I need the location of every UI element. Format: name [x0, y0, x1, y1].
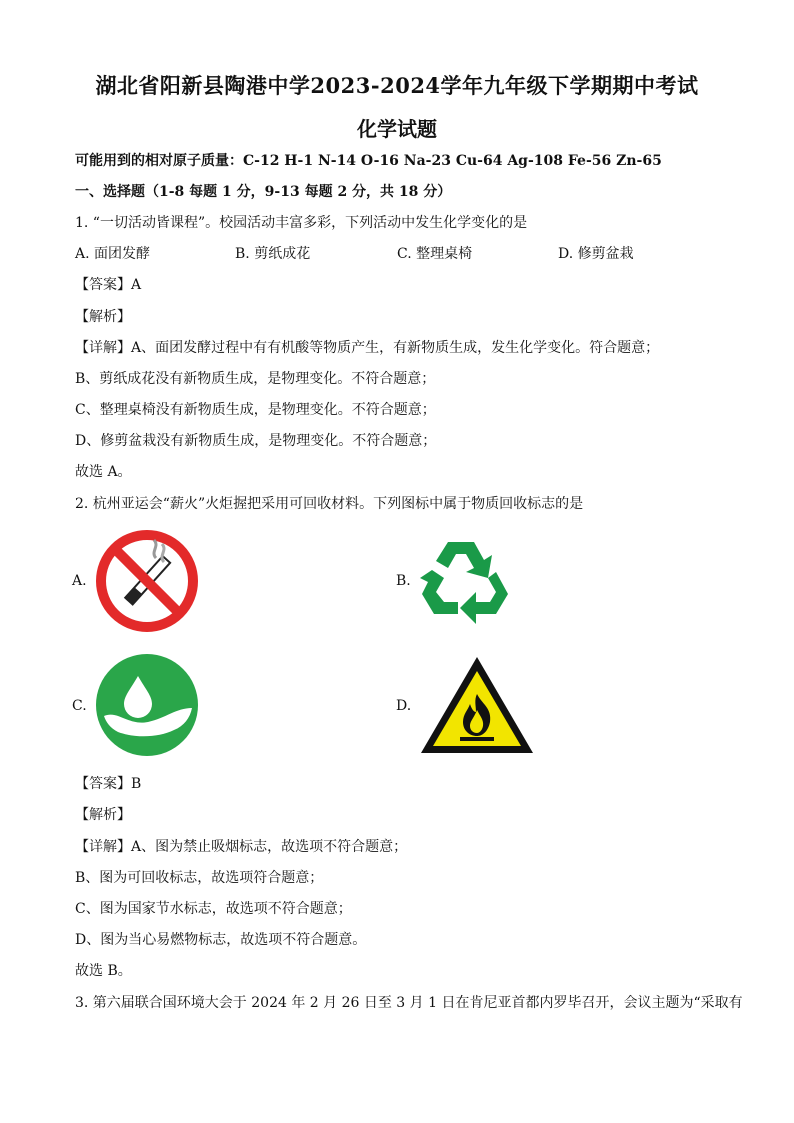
- flammable-warning-icon: [418, 654, 536, 756]
- section-heading: 一、选择题（1-8 每题 1 分，9-13 每题 2 分，共 18 分）: [75, 184, 452, 200]
- q1-stem: 1. “一切活动皆课程”。校园活动丰富多彩，下列活动中发生化学变化的是: [75, 215, 528, 231]
- atomic-masses: 可能用到的相对原子质量：C-12 H-1 N-14 O-16 Na-23 Cu-64 Ag-108 Fe-56 Zn-65: [75, 153, 662, 169]
- q1-detail-3: C、整理桌椅没有新物质生成，是物理变化。不符合题意；: [75, 402, 436, 418]
- no-smoking-icon: [94, 528, 200, 634]
- q2-detail-4: D、图为当心易燃物标志，故选项不符合题意。: [75, 932, 367, 948]
- q1-answer: 【答案】A: [75, 277, 142, 293]
- q1-analysis: 【解析】: [75, 309, 131, 325]
- q1-detail-4: D、修剪盆栽没有新物质生成，是物理变化。不符合题意；: [75, 433, 437, 449]
- q1-detail-2: B、剪纸成花没有新物质生成，是物理变化。不符合题意；: [75, 371, 436, 387]
- q1-option-b: B. 剪纸成花: [235, 246, 311, 262]
- q2-conclusion: 故选 B。: [75, 963, 132, 979]
- water-saving-icon: [94, 652, 200, 758]
- q1-conclusion: 故选 A。: [75, 464, 132, 480]
- q2-label-c: C.: [72, 698, 87, 714]
- exam-subtitle: 化学试题: [357, 117, 437, 141]
- q1-option-d: D. 修剪盆栽: [558, 246, 634, 262]
- q2-answer: 【答案】B: [75, 776, 142, 792]
- q2-detail-3: C、图为国家节水标志，故选项不符合题意；: [75, 901, 352, 917]
- q3-stem: 3. 第六届联合国环境大会于 2024 年 2 月 26 日至 3 月 1 日在肯尼亚首都内罗毕召开，会议主题为“采取有: [75, 995, 743, 1011]
- q2-label-a: A.: [72, 573, 87, 589]
- q2-detail-2: B、图为可回收标志，故选项符合题意；: [75, 870, 324, 886]
- recycle-icon: [418, 534, 512, 626]
- q2-label-b: B.: [396, 573, 411, 589]
- q2-label-d: D.: [396, 698, 412, 714]
- q1-option-a: A. 面团发酵: [75, 246, 151, 262]
- q2-stem: 2. 杭州亚运会“薪火”火炬握把采用可回收材料。下列图标中属于物质回收标志的是: [75, 496, 584, 512]
- q1-option-c: C. 整理桌椅: [397, 246, 473, 262]
- q1-detail-1: 【详解】A、面团发酵过程中有有机酸等物质产生，有新物质生成，发生化学变化。符合题意；: [75, 340, 660, 356]
- q2-analysis: 【解析】: [75, 807, 131, 823]
- exam-title: 湖北省阳新县陶港中学2023-2024学年九年级下学期期中考试: [95, 73, 699, 98]
- q2-detail-1: 【详解】A、图为禁止吸烟标志，故选项不符合题意；: [75, 839, 408, 855]
